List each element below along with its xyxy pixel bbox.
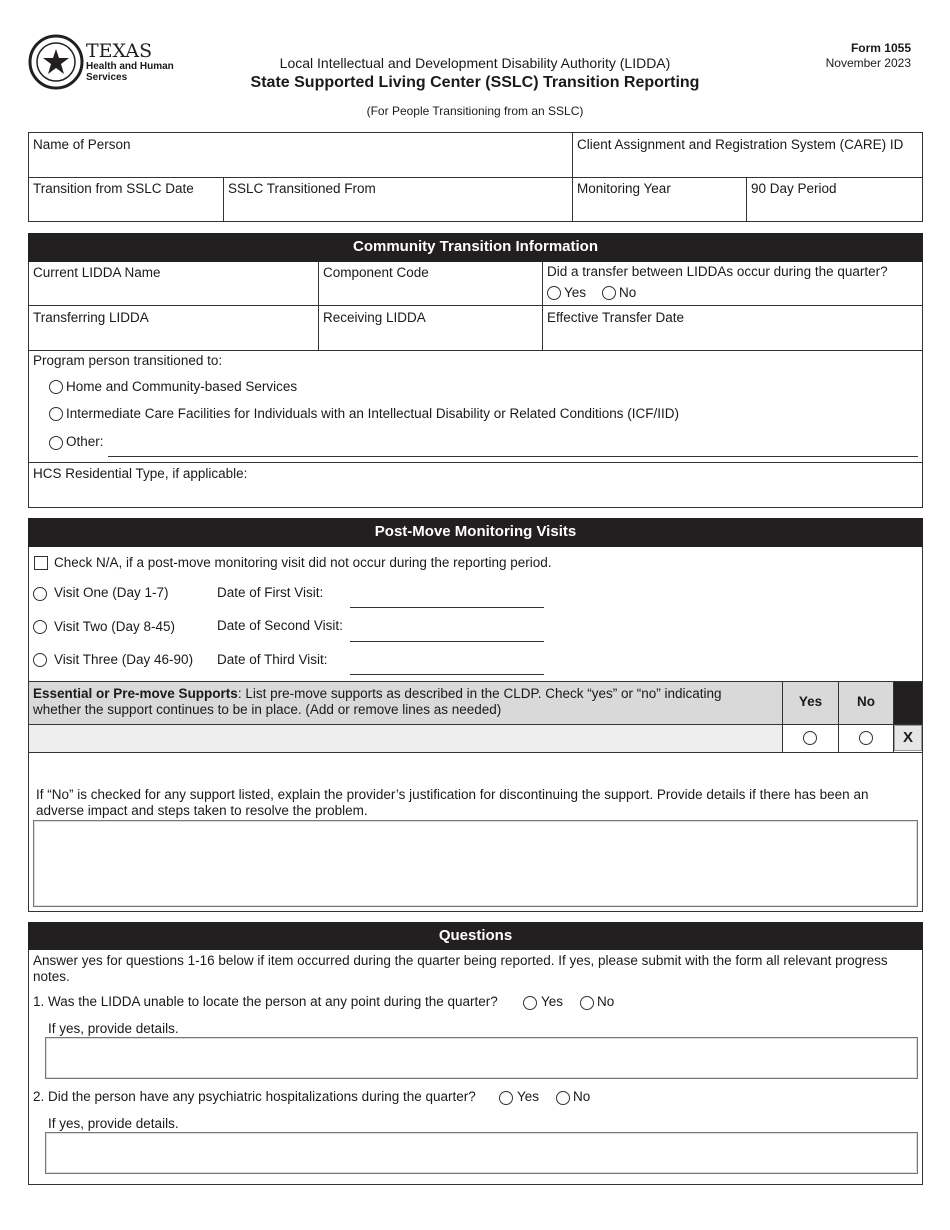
visit-two-date-field[interactable] <box>350 619 544 640</box>
transition-date-label: Transition from SSLC Date <box>33 181 194 196</box>
logo-text-texas: TEXAS <box>86 40 153 62</box>
form-note: (For People Transitioning from an SSLC) <box>366 104 584 118</box>
current-lidda-field[interactable] <box>29 283 317 304</box>
question-2-yes-label: Yes <box>517 1089 540 1104</box>
question-2-no-radio[interactable] <box>556 1091 570 1105</box>
day-period-label: 90 Day Period <box>751 181 837 196</box>
supports-no-header: No <box>857 694 875 709</box>
explain-textarea[interactable] <box>33 820 918 907</box>
program-hcs-label: Home and Community-based Services <box>66 379 298 394</box>
question-1-details-textarea[interactable] <box>45 1037 918 1079</box>
support-row-no-radio[interactable] <box>859 731 873 745</box>
question-2-yes-radio[interactable] <box>499 1091 513 1105</box>
question-1-no-label: No <box>597 994 615 1009</box>
visit-one-label: Visit One (Day 1-7) <box>54 585 169 600</box>
transfer-no-label: No <box>619 285 637 300</box>
component-code-field[interactable] <box>319 283 541 304</box>
program-icf-label: Intermediate Care Facilities for Individuals with an Intellectual Disability or Related Conditions (ICF/IID) <box>66 406 680 421</box>
form-number: Form 1055 <box>850 41 911 55</box>
transferring-lidda-label: Transferring LIDDA <box>33 310 149 325</box>
form-date: November 2023 <box>825 56 911 70</box>
question-1-text: 1. Was the LIDDA unable to locate the person at any point during the quarter? <box>33 994 498 1009</box>
program-other-radio[interactable] <box>49 436 63 450</box>
visit-three-date-label: Date of Third Visit: <box>217 652 328 667</box>
question-2-no-label: No <box>573 1089 591 1104</box>
visit-two-date-label: Date of Second Visit: <box>217 618 343 633</box>
visit-one-date-label: Date of First Visit: <box>217 585 324 600</box>
program-hcs-radio[interactable] <box>49 380 63 394</box>
explain-text: If “No” is checked for any support listed, explain the provider’s justification for discontinuing the support. Provide details if there has been an adverse impact and steps taken to resolve the problem. <box>36 787 869 818</box>
supports-text: : List pre-move supports as described in the CLDP. Check “yes” or “no” indicating whether the support continues to be in place. (Add or remove lines as needed) <box>33 686 722 717</box>
transferring-lidda-field[interactable] <box>29 328 317 349</box>
transfer-no-radio[interactable] <box>602 286 616 300</box>
sslc-from-field[interactable] <box>224 199 571 221</box>
receiving-lidda-label: Receiving LIDDA <box>323 310 426 325</box>
question-2-details-textarea[interactable] <box>45 1132 918 1174</box>
current-lidda-label: Current LIDDA Name <box>33 265 161 280</box>
support-row-field[interactable] <box>30 726 780 751</box>
supports-yes-header: Yes <box>798 694 823 709</box>
support-row-yes-radio[interactable] <box>803 731 817 745</box>
program-label: Program person transitioned to: <box>33 353 223 368</box>
visit-one-radio[interactable] <box>33 587 47 601</box>
community-section-title: Community Transition Information <box>28 233 923 262</box>
na-checkbox[interactable] <box>34 556 48 570</box>
sslc-from-label: SSLC Transitioned From <box>228 181 376 196</box>
hcs-residential-field[interactable] <box>29 484 922 507</box>
transfer-yes-label: Yes <box>564 285 587 300</box>
transfer-yes-radio[interactable] <box>547 286 561 300</box>
program-other-field[interactable] <box>108 434 918 455</box>
monitoring-section-title: Post-Move Monitoring Visits <box>28 518 923 547</box>
transition-date-field[interactable] <box>29 199 222 221</box>
question-2-text: 2. Did the person have any psychiatric hospitalizations during the quarter? <box>33 1089 476 1104</box>
monitoring-year-field[interactable] <box>573 199 745 221</box>
effective-date-field[interactable] <box>543 328 922 349</box>
care-id-field[interactable] <box>573 155 922 176</box>
day-period-field[interactable] <box>747 199 922 221</box>
transfer-question: Did a transfer between LIDDAs occur during the quarter? <box>547 264 888 279</box>
visit-two-radio[interactable] <box>33 620 47 634</box>
program-icf-radio[interactable] <box>49 407 63 421</box>
visit-three-date-field[interactable] <box>350 652 544 673</box>
na-label: Check N/A, if a post-move monitoring visit did not occur during the reporting period. <box>54 555 552 570</box>
question-1-details-label: If yes, provide details. <box>48 1021 179 1036</box>
logo-text-services: Services <box>86 72 128 83</box>
question-1-yes-label: Yes <box>541 994 564 1009</box>
supports-bold-label: Essential or Pre-move Supports <box>33 686 238 701</box>
form-subtitle: Local Intellectual and Development Disability Authority (LIDDA) <box>279 55 671 71</box>
name-of-person-field[interactable] <box>29 155 571 176</box>
visit-three-label: Visit Three (Day 46-90) <box>54 652 194 667</box>
question-2-details-label: If yes, provide details. <box>48 1116 179 1131</box>
hcs-residential-label: HCS Residential Type, if applicable: <box>33 466 248 481</box>
receiving-lidda-field[interactable] <box>319 328 541 349</box>
name-of-person-label: Name of Person <box>33 137 131 152</box>
care-id-label: Client Assignment and Registration System (CARE) ID <box>577 137 904 152</box>
effective-date-label: Effective Transfer Date <box>547 310 685 325</box>
question-1-yes-radio[interactable] <box>523 996 537 1010</box>
questions-intro: Answer yes for questions 1-16 below if item occurred during the quarter being reported. If yes, please submit with the form all relevant progress notes. <box>33 953 888 984</box>
supports-description <box>33 686 773 718</box>
logo-text-hhs: Health and Human <box>86 61 174 72</box>
form-title: State Supported Living Center (SSLC) Transition Reporting <box>250 74 700 91</box>
visit-three-radio[interactable] <box>33 653 47 667</box>
component-code-label: Component Code <box>323 265 429 280</box>
visit-two-label: Visit Two (Day 8-45) <box>54 619 176 634</box>
program-other-label: Other: <box>66 434 104 449</box>
question-1-no-radio[interactable] <box>580 996 594 1010</box>
visit-one-date-field[interactable] <box>350 585 544 606</box>
monitoring-year-label: Monitoring Year <box>577 181 671 196</box>
questions-section-title: Questions <box>28 922 923 950</box>
remove-row-button[interactable]: X <box>894 725 922 751</box>
